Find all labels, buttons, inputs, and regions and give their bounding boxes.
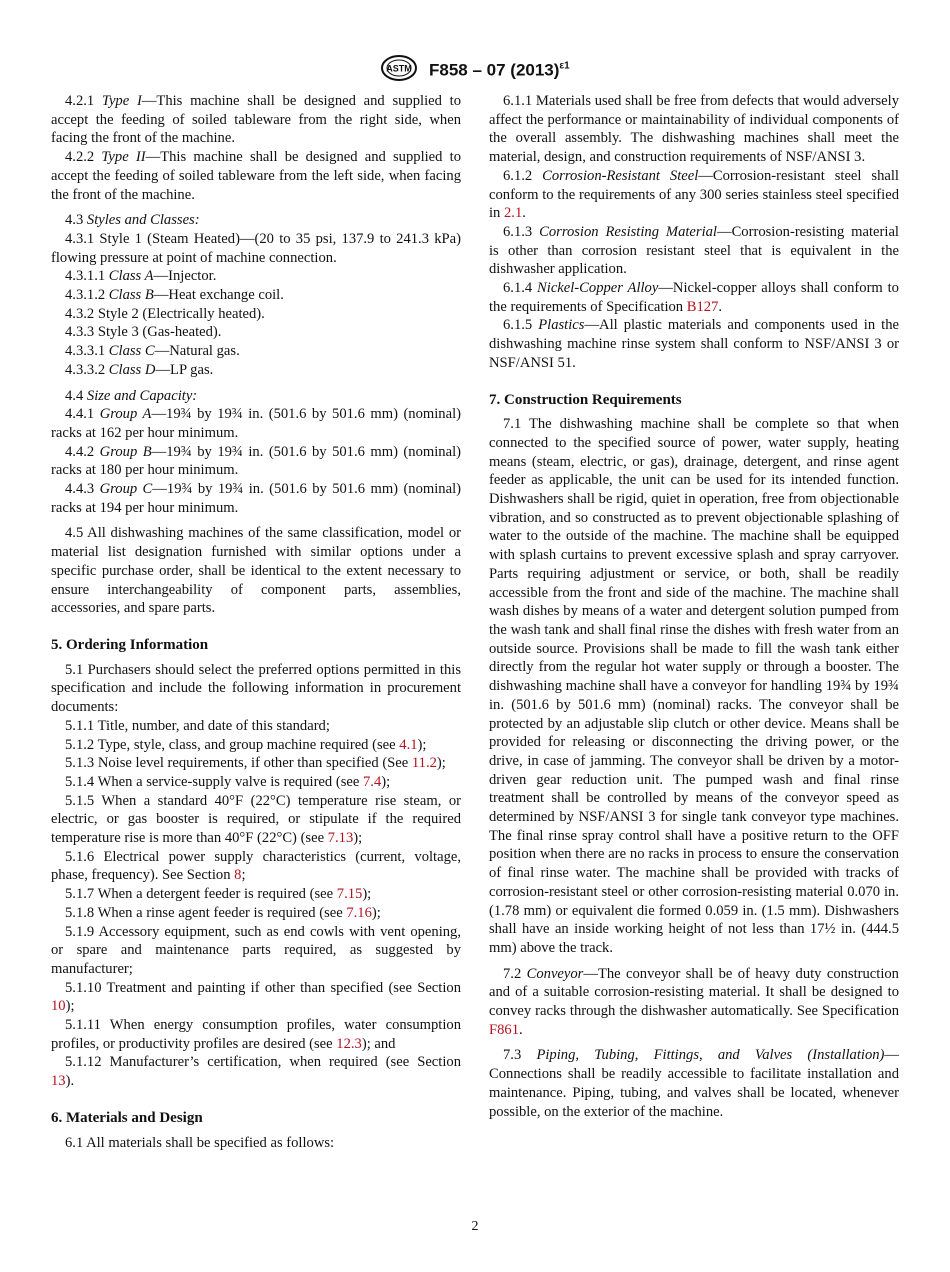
- paragraph-4-3-3-1: 4.3.3.1 Class C—Natural gas.: [65, 343, 240, 360]
- astm-logo-icon: [380, 54, 418, 87]
- paragraph-5-1-9: 5.1.9 Accessory equipment, such as end cowls with vent opening, or spare and maintenance parts required, as suggested by manufacturer;: [51, 923, 461, 977]
- paragraph-5-1-6: 5.1.6 Electrical power supply characteristics (current, voltage, phase, frequency). See Section 8;: [51, 848, 461, 884]
- paragraph-4-4-3: 4.4.3 Group C—19¾ by 19¾ in. (501.6 by 501.6 mm) (nominal) racks at 194 per hour minimum.: [51, 481, 461, 516]
- paragraph-5-1: 5.1 Purchasers should select the preferred options permitted in this specification and include the following information in procurement documents:: [51, 661, 461, 716]
- paragraph-4-4: 4.4 Size and Capacity:: [65, 387, 198, 404]
- paragraph-4-4-2: 4.4.2 Group B—19¾ by 19¾ in. (501.6 by 501.6 mm) (nominal) racks at 180 per hour minimum.: [51, 443, 461, 479]
- paragraph-4-3-1-2: 4.3.1.2 Class B—Heat exchange coil.: [65, 287, 284, 304]
- paragraph-4-5: 4.5 All dishwashing machines of the same classification, model or material list designation furnished with similar options under a specific purchase order, shall be identical to the extent necessary to ensure interchangeability of component parts, assemblies, accessories, and spare parts.: [51, 525, 461, 617]
- xref-b127[interactable]: B127: [686, 298, 719, 315]
- edition-superscript: ε1: [559, 60, 570, 72]
- paragraph-6-1-2: 6.1.2 Corrosion-Resistant Steel—Corrosion-resistant steel shall conform to the requirements of any 300 series stainless steel specified in 2.1.: [489, 167, 899, 222]
- xref-2-1[interactable]: 2.1: [504, 205, 523, 222]
- paragraph-5-1-3: 5.1.3 Noise level requirements, if other than specified (See 11.2);: [65, 755, 446, 772]
- xref-13[interactable]: 13: [51, 1073, 66, 1090]
- page-number: 2: [471, 1219, 479, 1234]
- paragraph-4-3-1: 4.3.1 Style 1 (Steam Heated)—(20 to 35 psi, 137.9 to 241.3 kPa) flowing pressure at point of machine connection.: [51, 230, 461, 266]
- paragraph-4-2-1: 4.2.1 Type I—This machine shall be designed and supplied to accept the feeding of soiled tableware from the right side, when facing the front of the machine.: [51, 93, 461, 147]
- paragraph-5-1-8: 5.1.8 When a rinse agent feeder is required (see 7.16);: [65, 904, 381, 921]
- paragraph-4-3-1-1: 4.3.1.1 Class A—Injector.: [65, 268, 217, 285]
- paragraph-7-2: 7.2 Conveyor—The conveyor shall be of heavy duty construction and of a suitable corrosion-resisting material. It shall be designed to convey racks through the dishwasher automatically. See Specification F861.: [489, 965, 899, 1038]
- paragraph-5-1-5: 5.1.5 When a standard 40°F (22°C) temperature rise steam, or electric, or gas booster is required, or stipulate if the required temperature rise is more than 40°F (22°C) (see 7.13);: [51, 792, 461, 847]
- standard-designation: F858 – 07 (2013): [429, 60, 560, 80]
- paragraph-7-3: 7.3 Piping, Tubing, Fittings, and Valves (Installation)—Connections shall be readily accessible to facilitate installation and maintenance. Piping, tubing, and valves shall be located, whenever possible, on the exterior of the machine.: [489, 1047, 900, 1120]
- paragraph-5-1-2: 5.1.2 Type, style, class, and group machine required (see 4.1);: [65, 736, 427, 753]
- paragraph-4-3-3: 4.3.3 Style 3 (Gas-heated).: [65, 324, 222, 341]
- paragraph-6-1-3: 6.1.3 Corrosion Resisting Material—Corrosion-resisting material is other than corrosion resistant steel that is equivalent in the dishwasher application.: [489, 223, 899, 278]
- left-column: [51, 92, 461, 1152]
- paragraph-4-2-2: 4.2.2 Type II—This machine shall be designed and supplied to accept the feeding of soiled tableware from the left side, when facing the front of the machine.: [51, 149, 461, 203]
- paragraph-6-1-4: 6.1.4 Nickel-Copper Alloy—Nickel-copper alloys shall conform to the requirements of Specification B127.: [489, 280, 899, 315]
- paragraph-6-1-5: 6.1.5 Plastics—All plastic materials and components used in the dishwashing machine rinse system shall conform to NSF/ANSI 3 or NSF/ANSI 51.: [489, 317, 899, 371]
- logo-text: ASTM: [386, 63, 413, 74]
- xref-11-2[interactable]: 11.2: [411, 755, 437, 772]
- paragraph-6-1-1: 6.1.1 Materials used shall be free from defects that would adversely affect the performance or maintainability of individual components of the overall assembly. The dishwashing machines shall meet the material, design, and construction requirements of NSF/ANSI 3.: [489, 93, 899, 166]
- section-heading-6: 6. Materials and Design: [51, 1109, 203, 1126]
- paragraph-5-1-10: 5.1.10 Treatment and painting if other than specified (see Section 10);: [51, 979, 461, 1015]
- paragraph-7-1: 7.1 The dishwashing machine shall be complete so that when connected to the specified source of power, water supply, heating means (steam, electric, or gas), drainage, detergent, and rinse agent feeder as applicable, the unit can be used for its intended function. Dishwashers shall be rigid, quiet in operation, free from objectionable vibration, and so constructed as to prevent objectionable splashing of water to the outside of the machine. The machine shall be equipped with splash curtains to prevent excessive splash and spray carryover. Parts requiring adjustment or service, or both, shall be readily accessible from the front and side of the machine. The machine shall wash dishes by means of a water and detergent solution pumped from the wash tank and shall final rinse the dishes with fresh water from an outside source. Provisions shall be made to fill the wash tank either directly from the regular hot water supply or through a booster. The dishwashing machine shall have a conveyor for handling 19¾ by 19¾ in. (501.6 by 501.6 mm) (nominal) racks. The conveyor shall be protected by an adjustable slip clutch or other device. Means shall be provided for releasing or disconnecting the driving power, or the drive, in case of jamming. The conveyor shall be driven by a motor-driven gear reduction unit. The pumped wash and final rinse treatment shall be controlled by means of the conveyor speed as determined by NSF/ANSI 3 for single tank conveyor type machines. The final rinse spray control shall have a positive return to the OFF position when there are no racks in process to ensure the conservation of final rinse water. The machine shall be provided with tracks of corrosion-resistant steel or other corrosion-resisting material 0.070 in. (1.78 mm) or equivalent die formed 0.059 in. (1.5 mm). Dishwashers shall have an inside working height of not less than 17½ in. (444.5 mm) above the track.: [489, 416, 899, 956]
- page-header: [0, 54, 950, 87]
- right-column: [489, 92, 899, 1121]
- paragraph-5-1-12: 5.1.12 Manufacturer’s certification, when required (see Section 13).: [51, 1054, 461, 1090]
- section-heading-7: 7. Construction Requirements: [489, 391, 682, 408]
- xref-10[interactable]: 10: [51, 998, 66, 1015]
- paragraph-5-1-7: 5.1.7 When a detergent feeder is required (see 7.15);: [65, 886, 372, 903]
- xref-7-13[interactable]: 7.13: [327, 830, 354, 847]
- xref-7-15[interactable]: 7.15: [336, 886, 363, 903]
- xref-7-4[interactable]: 7.4: [363, 773, 382, 790]
- section-heading-5: 5. Ordering Information: [51, 636, 209, 653]
- xref-4-1[interactable]: 4.1: [399, 736, 418, 753]
- xref-7-16[interactable]: 7.16: [346, 904, 372, 921]
- paragraph-4-4-1: 4.4.1 Group A—19¾ by 19¾ in. (501.6 by 501.6 mm) (nominal) racks at 162 per hour minimum.: [51, 406, 461, 441]
- paragraph-6-1: 6.1 All materials shall be specified as follows:: [65, 1134, 335, 1151]
- paragraph-5-1-4: 5.1.4 When a service-supply valve is required (see 7.4);: [65, 773, 391, 790]
- paragraph-4-3-3-2: 4.3.3.2 Class D—LP gas.: [65, 361, 214, 378]
- xref-12-3[interactable]: 12.3: [336, 1035, 362, 1052]
- paragraph-5-1-1: 5.1.1 Title, number, and date of this standard;: [65, 717, 330, 734]
- xref-f861[interactable]: F861: [489, 1021, 520, 1038]
- paragraph-5-1-11: 5.1.11 When energy consumption profiles, water consumption profiles, or productivity profiles are desired (see 12.3); and: [51, 1017, 461, 1052]
- xref-8[interactable]: 8: [234, 867, 242, 884]
- paragraph-4-3: 4.3 Styles and Classes:: [65, 212, 200, 229]
- paragraph-4-3-2: 4.3.2 Style 2 (Electrically heated).: [65, 305, 265, 322]
